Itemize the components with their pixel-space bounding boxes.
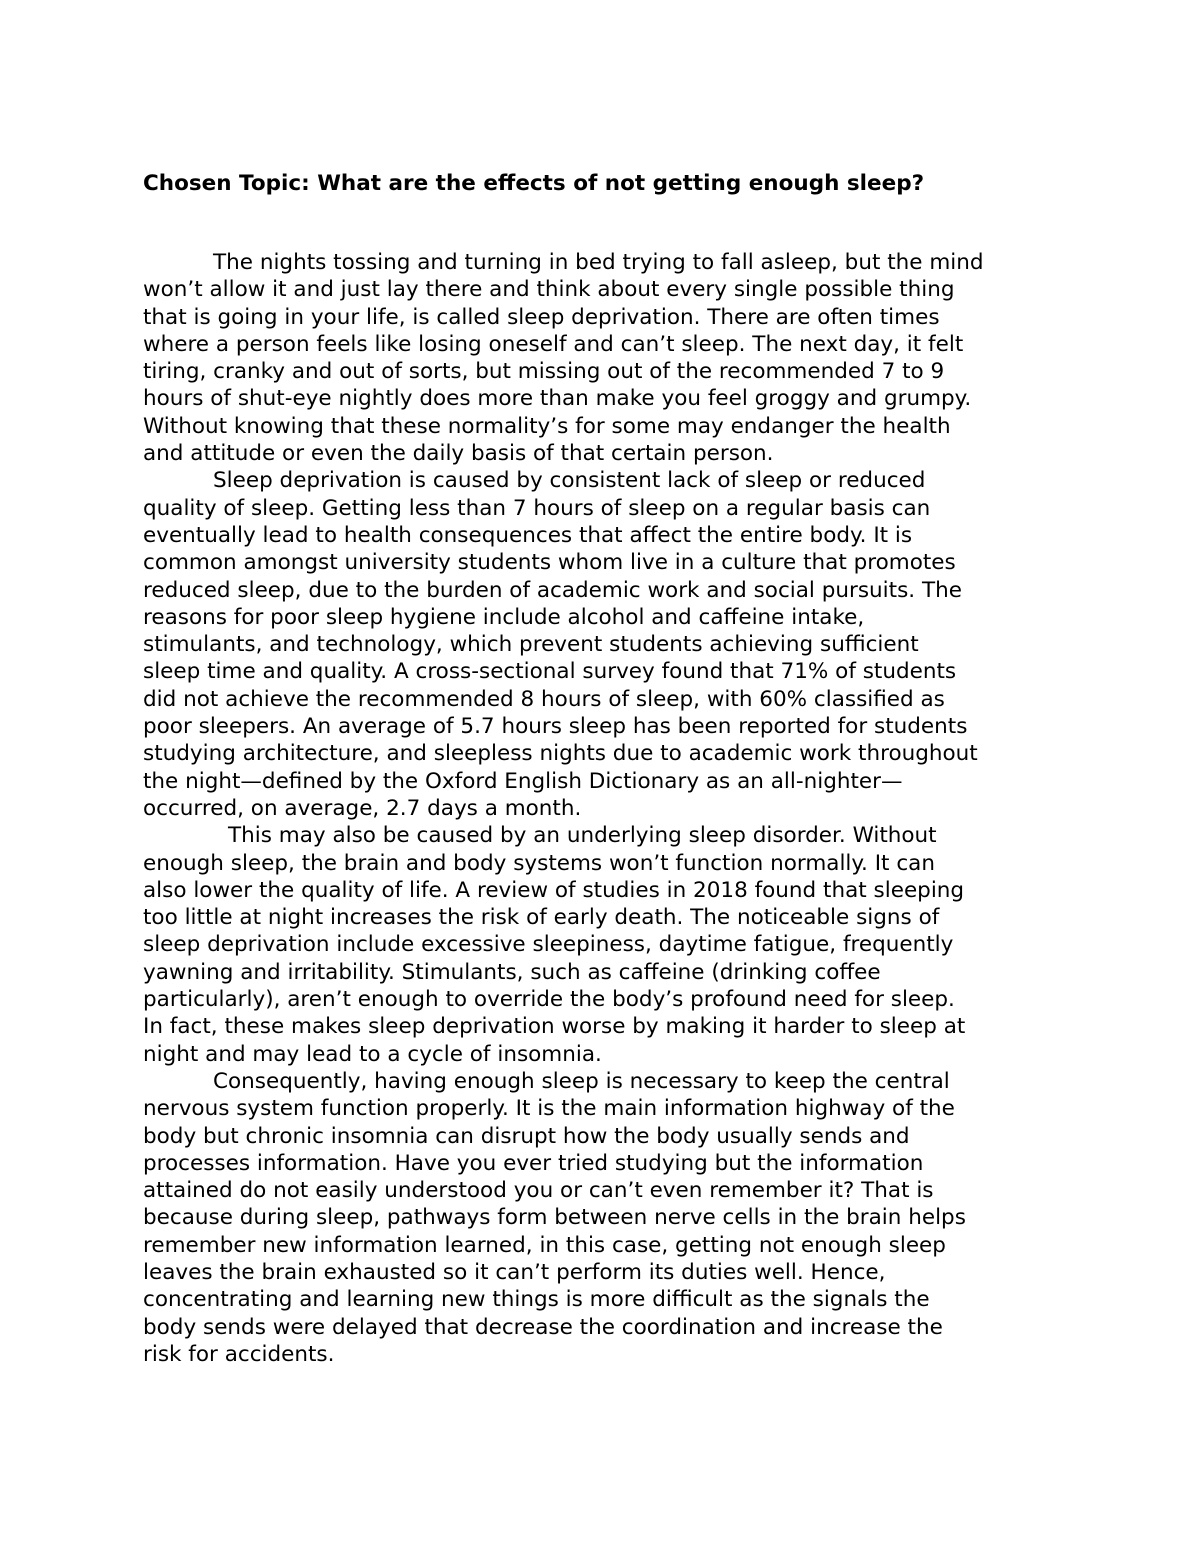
text-line: In fact, these makes sleep deprivation worse by making it harder to sleep at	[143, 1014, 966, 1040]
text-line: common amongst university students whom live in a culture that promotes	[143, 550, 956, 576]
text-line: too little at night increases the risk of early death. The noticeable signs of	[143, 905, 940, 931]
text-line: reasons for poor sleep hygiene include alcohol and caffeine intake,	[143, 604, 865, 630]
text-line: remember new information learned, in this case, getting not enough sleep	[143, 1232, 946, 1258]
document-title: Chosen Topic: What are the effects of not getting enough sleep?	[143, 171, 925, 196]
text-line: also lower the quality of life. A review of studies in 2018 found that sleeping	[143, 877, 965, 903]
text-line: attained do not easily understood you or can’t even remember it? That is	[143, 1178, 934, 1204]
text-line: hours of shut-eye nightly does more than make you feel groggy and grumpy.	[143, 386, 972, 412]
text-line: the night—defined by the Oxford English Dictionary as an all-nighter—	[143, 768, 903, 794]
text-line: stimulants, and technology, which prevent students achieving sufficient	[143, 632, 919, 658]
text-line: processes information. Have you ever tried studying but the information	[143, 1150, 924, 1176]
text-line: body but chronic insomnia can disrupt how the body usually sends and	[143, 1123, 910, 1149]
text-line: risk for accidents.	[143, 1341, 335, 1367]
text-line: and attitude or even the daily basis of that certain person.	[143, 441, 774, 467]
text-line: poor sleepers. An average of 5.7 hours sleep has been reported for students	[143, 714, 968, 740]
text-line: won’t allow it and just lay there and think about every single possible thing	[143, 277, 955, 303]
text-line: reduced sleep, due to the burden of academic work and social pursuits. The	[143, 577, 962, 603]
text-line: night and may lead to a cycle of insomnia.	[143, 1041, 602, 1067]
paragraph-4	[143, 1068, 1083, 1368]
text-line: Consequently, having enough sleep is necessary to keep the central	[213, 1068, 950, 1094]
text-line: Without knowing that these normality’s for some may endanger the health	[143, 413, 951, 439]
text-line: particularly), aren’t enough to override the body’s profound need for sleep.	[143, 987, 955, 1013]
text-line: body sends were delayed that decrease the coordination and increase the	[143, 1314, 943, 1340]
text-line: leaves the brain exhausted so it can’t perform its duties well. Hence,	[143, 1259, 886, 1285]
text-line: yawning and irritability. Stimulants, such as caffeine (drinking coffee	[143, 959, 881, 985]
text-line: sleep deprivation include excessive sleepiness, daytime fatigue, frequently	[143, 932, 954, 958]
text-line: quality of sleep. Getting less than 7 hours of sleep on a regular basis can	[143, 495, 931, 521]
text-line: sleep time and quality. A cross-sectional survey found that 71% of students	[143, 659, 957, 685]
text-line: enough sleep, the brain and body systems won’t function normally. It can	[143, 850, 935, 876]
text-line: studying architecture, and sleepless nights due to academic work throughout	[143, 741, 978, 767]
text-line: The nights tossing and turning in bed trying to fall asleep, but the mind	[213, 250, 984, 275]
text-line: nervous system function properly. It is the main information highway of the	[143, 1096, 955, 1122]
text-line: eventually lead to health consequences that affect the entire body. It is	[143, 522, 913, 548]
text-line: because during sleep, pathways form between nerve cells in the brain helps	[143, 1205, 966, 1231]
text-line: where a person feels like losing oneself and can’t sleep. The next day, it felt	[143, 331, 964, 357]
paragraph-1	[143, 249, 1083, 467]
paragraph-3	[143, 822, 1083, 1068]
text-line: Sleep deprivation is caused by consistent lack of sleep or reduced	[213, 468, 926, 494]
paragraph-2	[143, 467, 1083, 822]
text-line: that is going in your life, is called sleep deprivation. There are often times	[143, 304, 940, 330]
text-line: did not achieve the recommended 8 hours of sleep, with 60% classified as	[143, 686, 945, 712]
text-line: occurred, on average, 2.7 days a month.	[143, 795, 582, 821]
text-line: concentrating and learning new things is more difficult as the signals the	[143, 1287, 930, 1313]
text-line: tiring, cranky and out of sorts, but missing out of the recommended 7 to 9	[143, 359, 945, 385]
document-body	[143, 249, 1083, 1368]
text-line: This may also be caused by an underlying sleep disorder. Without	[228, 823, 937, 849]
